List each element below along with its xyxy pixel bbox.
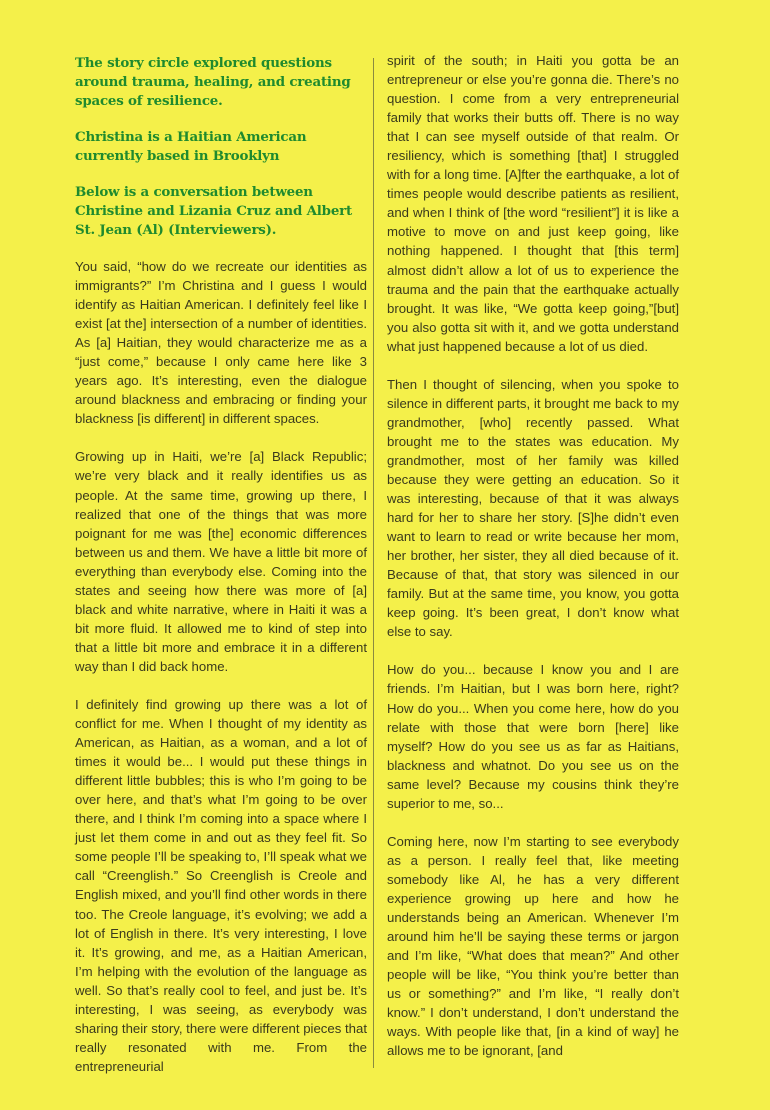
- paragraph: spirit of the south; in Haiti you gotta be an entrepreneur or else you’re gonna die. There’s no question. I come from a very entrepreneurial family that works their butts off. There is no way that I can see myself outside of that realm. Or resiliency, which is something [that] I struggled with for a long time. [A]fter the earthquake, a lot of times people would describe patients as resilient, and when I think of [the word “resilient”] it is like a motive to move on and just keep going, like nothing happened. I thought that [this term] almost didn’t allow a lot of us to experience the trauma and the pain that the earthquake actually brought. It was like, “We gotta keep going,”[but] you also gotta sit with it, and we gotta understand what just happened because a lot of us died.: [387, 53, 679, 354]
- right-column: [387, 51, 679, 1079]
- paragraph: Growing up in Haiti, we’re [a] Black Republic; we’re very black and it really identifies us as people. At the same time, growing up there, I realized that one of the things that was more poignant for me was [the] economic differences between us and them. We have a little bit more of everything than everybody else. Coming into the states and seeing how there was more of [a] black and white narrative, where in Haiti it was a bit more fluid. It allowed me to kind of step into that a little bit more and embrace it in a different way than I did back home.: [75, 449, 367, 674]
- heading-intro: The story circle explored questions around trauma, healing, and creating spaces of resilience.: [75, 55, 351, 109]
- paragraph: Then I thought of silencing, when you spoke to silence in different parts, it brought me back to my grandmother, [who] recently passed. What brought me to the states was education. My grandmother, most of her family was killed because they were getting an education. So it was interesting, because of that it was always hard for her to share her story. [S]he didn’t even want to learn to read or write because her mom, her brother, her sister, they all died because of it. Because of that, that story was silenced in our family. But at the same time, you know, you gotta keep going. It’s been great, I don’t know what else to say.: [387, 376, 679, 640]
- paragraph: I definitely find growing up there was a lot of conflict for me. When I thought of my identity as American, as Haitian, as a woman, and a lot of times it would be... I would put these things in different little bubbles; this is who I’m going to be over here, and that’s what I’m going to be over there, and I think I’m coming into a space where I just let them come in and out as they feel fit. So some people I’ll be speaking to, I’ll speak what we call “Creenglish.” So Creenglish is Creole and English mixed, and you’ll find other words in there too. The Creole language, it’s evolving; we add a lot of English in there. It’s very interesting, I love it. It’s growing, and me, as a Haitian American, I’m helping with the evolution of the language as well. So that’s really cool to feel, and just be. It’s interesting, I was seeing, as everybody was sharing their story, there were different pieces that really resonated with me. From the entrepreneurial: [75, 696, 367, 1074]
- heading-subject: Christina is a Haitian American currently based in Brooklyn: [75, 129, 307, 164]
- paragraph: How do you... because I know you and I are friends. I’m Haitian, but I was born here, right? How do you... When you come here, how do you relate with those that were born [here] like myself? How do you see us as far as Haitians, blackness and whatnot. Do you see us on the same level? Because my cousins think they’re superior to me, so...: [387, 662, 679, 811]
- paragraph: Coming here, now I’m starting to see everybody as a person. I really feel that, like meeting somebody like Al, he has a very different experience growing up here and how he understands being an American. Whenever I’m around him he’ll be saying these terms or jargon and I’m like, “What does that mean?” And other people will be like, “You think you’re better than us or something?” and I’m like, “I really don’t know.” I don’t understand, I don’t understand the ways. With people like that, [in a kind of way] he allows me to be ignorant, [and: [387, 833, 679, 1059]
- paragraph: You said, “how do we recreate our identities as immigrants?” I’m Christina and I guess I would identify as Haitian American. I definitely feel like I exist [at the] intersection of a number of identities. As [a] Haitian, they would characterize me as a “just come,” because I only came here like 3 years ago. It’s interesting, even the dialogue around blackness and embracing or finding your blackness [is different] in different spaces.: [75, 259, 367, 427]
- heading-conversation: Below is a conversation between Christine and Lizania Cruz and Albert St. Jean (Al) (Interviewers).: [75, 184, 352, 238]
- column-divider: [373, 58, 374, 1068]
- left-column: [75, 54, 367, 1095]
